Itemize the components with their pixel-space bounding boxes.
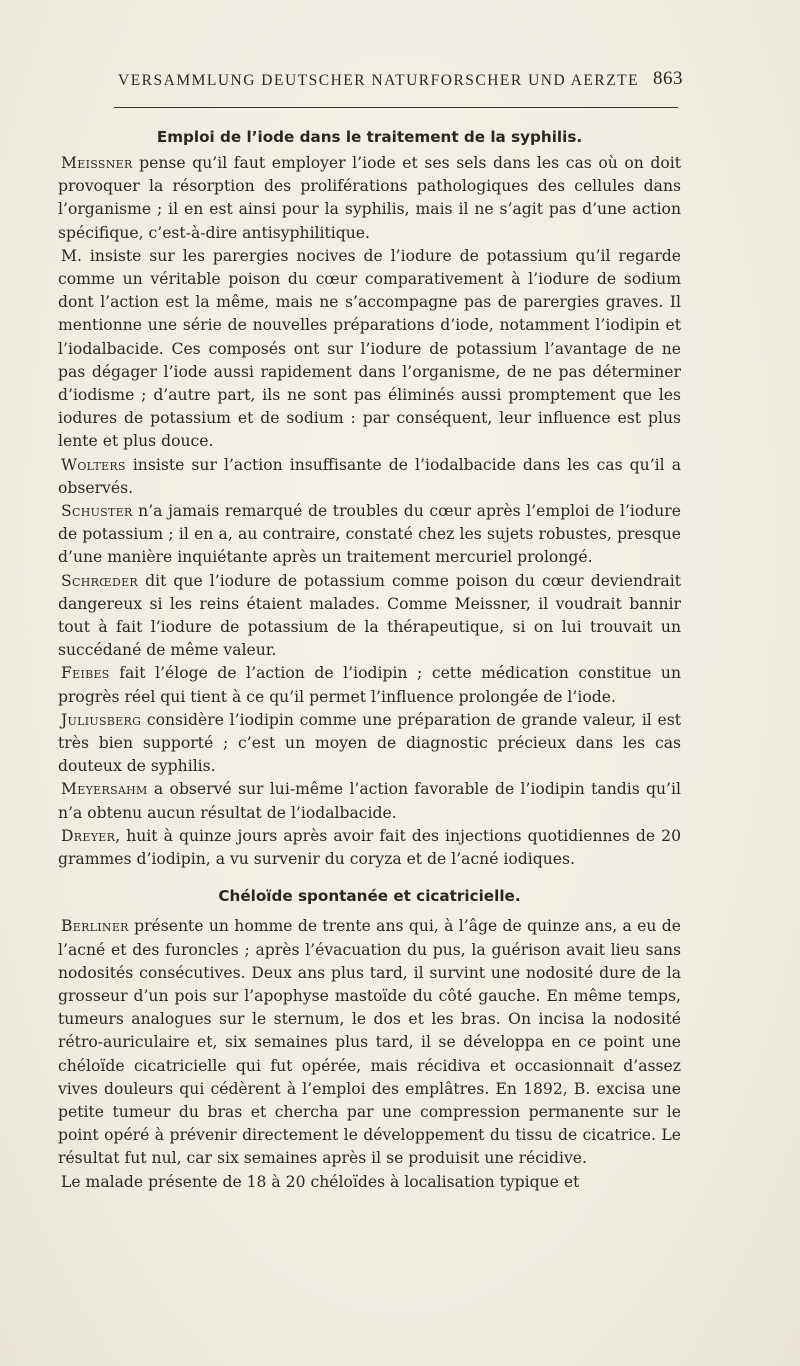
speaker-name: Dreyer (61, 826, 116, 845)
paragraph-berliner (58, 915, 681, 1170)
paragraph-text: a observé sur lui-même l’action favorable de l’iodipin tandis qu’il n’a obtenu aucun résultat de l’iodalbacide. (58, 780, 681, 822)
paragraph-text: M. insiste sur les parergies nocives de l’iodure de potassium qu’il regarde comme un véritable poison du cœur comparativement à l’iodure de sodium dont l’action est la même, mais ne s’accompagne pas de parergies graves. Il mentionne une série de nouvelles préparations d’iode, notamment l’iodipin et l’iodalbacide. Ces composés ont sur l’iodure de potassium l’avantage de ne pas dégager l’iode aussi rapidement dans l’organisme, de ne pas déterminer d’iodisme ; d’autre part, ils ne sont pas éliminés aussi promptement que les iodures de potassium et de sodium : par conséquent, leur influence est plus lente et plus douce. (58, 246, 681, 451)
paragraph-dreyer (58, 825, 681, 871)
page-body (58, 126, 681, 1194)
paragraph-meissner-cont (58, 245, 681, 454)
paragraph-wolters (58, 454, 681, 500)
paragraph-text: Le malade présente de 18 à 20 chéloïdes à localisation typique et (61, 1172, 580, 1191)
speaker-name: Feibes (61, 664, 110, 683)
paragraph-schroeder (58, 570, 681, 663)
paragraph-text: dit que l’iodure de potassium comme poison du cœur deviendrait dangereux si les reins étaient malades. Comme Meissner, il voudrait bannir tout à fait l’iodure de potassium de la thérapeutique, si on lui trouvait un succédané de même valeur. (58, 571, 681, 660)
paragraph-text: considère l’iodipin comme une préparation de grande valeur, il est très bien supporté ; c’est un moyen de diagnostic précieux dans les cas douteux de syphilis. (58, 710, 681, 776)
paragraph-malade (58, 1171, 681, 1194)
running-header (118, 68, 683, 90)
paragraph-feibes (58, 662, 681, 708)
speaker-name: Meissner (61, 154, 133, 172)
speaker-name: Schuster (61, 502, 133, 521)
running-title: VERSAMMLUNG DEUTSCHER NATURFORSCHER UND AERZTE (118, 72, 640, 89)
paragraph-text: n’a jamais remarqué de troubles du cœur après l’emploi de l’iodure de potassium ; il en a, au contraire, constaté chez les sujets robustes, presque d’une manière inquiétante après un traitement mercuriel prolongé. (58, 502, 681, 567)
paragraph-juliusberg (58, 709, 681, 779)
paragraph-text: insiste sur l’action insuffisante de l’iodalbacide dans les cas qu’il a observés. (58, 455, 681, 497)
page-number: 863 (653, 68, 683, 89)
speaker-name: Juliusberg (61, 710, 142, 729)
header-rule (114, 107, 678, 108)
section-title-iode: Emploi de l’iode dans le traitement de la syphilis. (156, 128, 583, 146)
paragraph-meyersahm (58, 778, 681, 824)
paragraph-text: fait l’éloge de l’action de l’iodipin ; cette médication constitue un progrès réel qui tient à ce qu’il permet l’influence prolongée de l’iode. (58, 664, 681, 706)
speaker-name: Berliner (61, 917, 129, 936)
paragraph-text: pense qu’il faut employer l’iode et ses sels dans les cas où on doit provoquer la résorption des proliférations pathologiques des cellules dans l’organisme ; il en est ainsi pour la syphilis, mais il ne s’agit pas d’une action spécifique, c’est-à-dire antisyphilitique. (58, 154, 681, 242)
speaker-name: Meyersahm (61, 780, 148, 799)
section-title-cheloide: Chéloïde spontanée et cicatricielle. (218, 887, 521, 906)
speaker-name: Wolters (61, 455, 126, 474)
paragraph-text: , huit à quinze jours après avoir fait des injections quotidiennes de 20 grammes d’iodipin, a vu survenir du coryza et de l’acné iodiques. (58, 826, 681, 869)
paragraph-meissner (58, 152, 681, 245)
paragraph-schuster (58, 500, 681, 570)
speaker-name: Schrœder (61, 571, 139, 590)
paragraph-text: présente un homme de trente ans qui, à l’âge de quinze ans, a eu de l’acné et des furoncles ; après l’évacuation du pus, la guérison avait lieu sans nodosités consécutives. Deux ans plus tard, il survint une nodosité dure de la grosseur d’un pois sur l’apophyse mastoïde du côté gauche. En même temps, tumeurs analogues sur le sternum, le dos et les bras. On incisa la nodosité rétro-auriculaire et, six semaines plus tard, il se développa en ce point une chéloïde cicatricielle qui fut opérée, mais récidiva et occasionnait d’assez vives douleurs qui cédèrent à l’emploi des emplâtres. En 1892, B. excisa une petite tumeur du bras et chercha par une compression permanente sur le point opéré à prévenir directement le développement du tissu de cicatrice. Le résultat fut nul, car six semaines après il se produisit une récidive. (58, 917, 681, 1168)
